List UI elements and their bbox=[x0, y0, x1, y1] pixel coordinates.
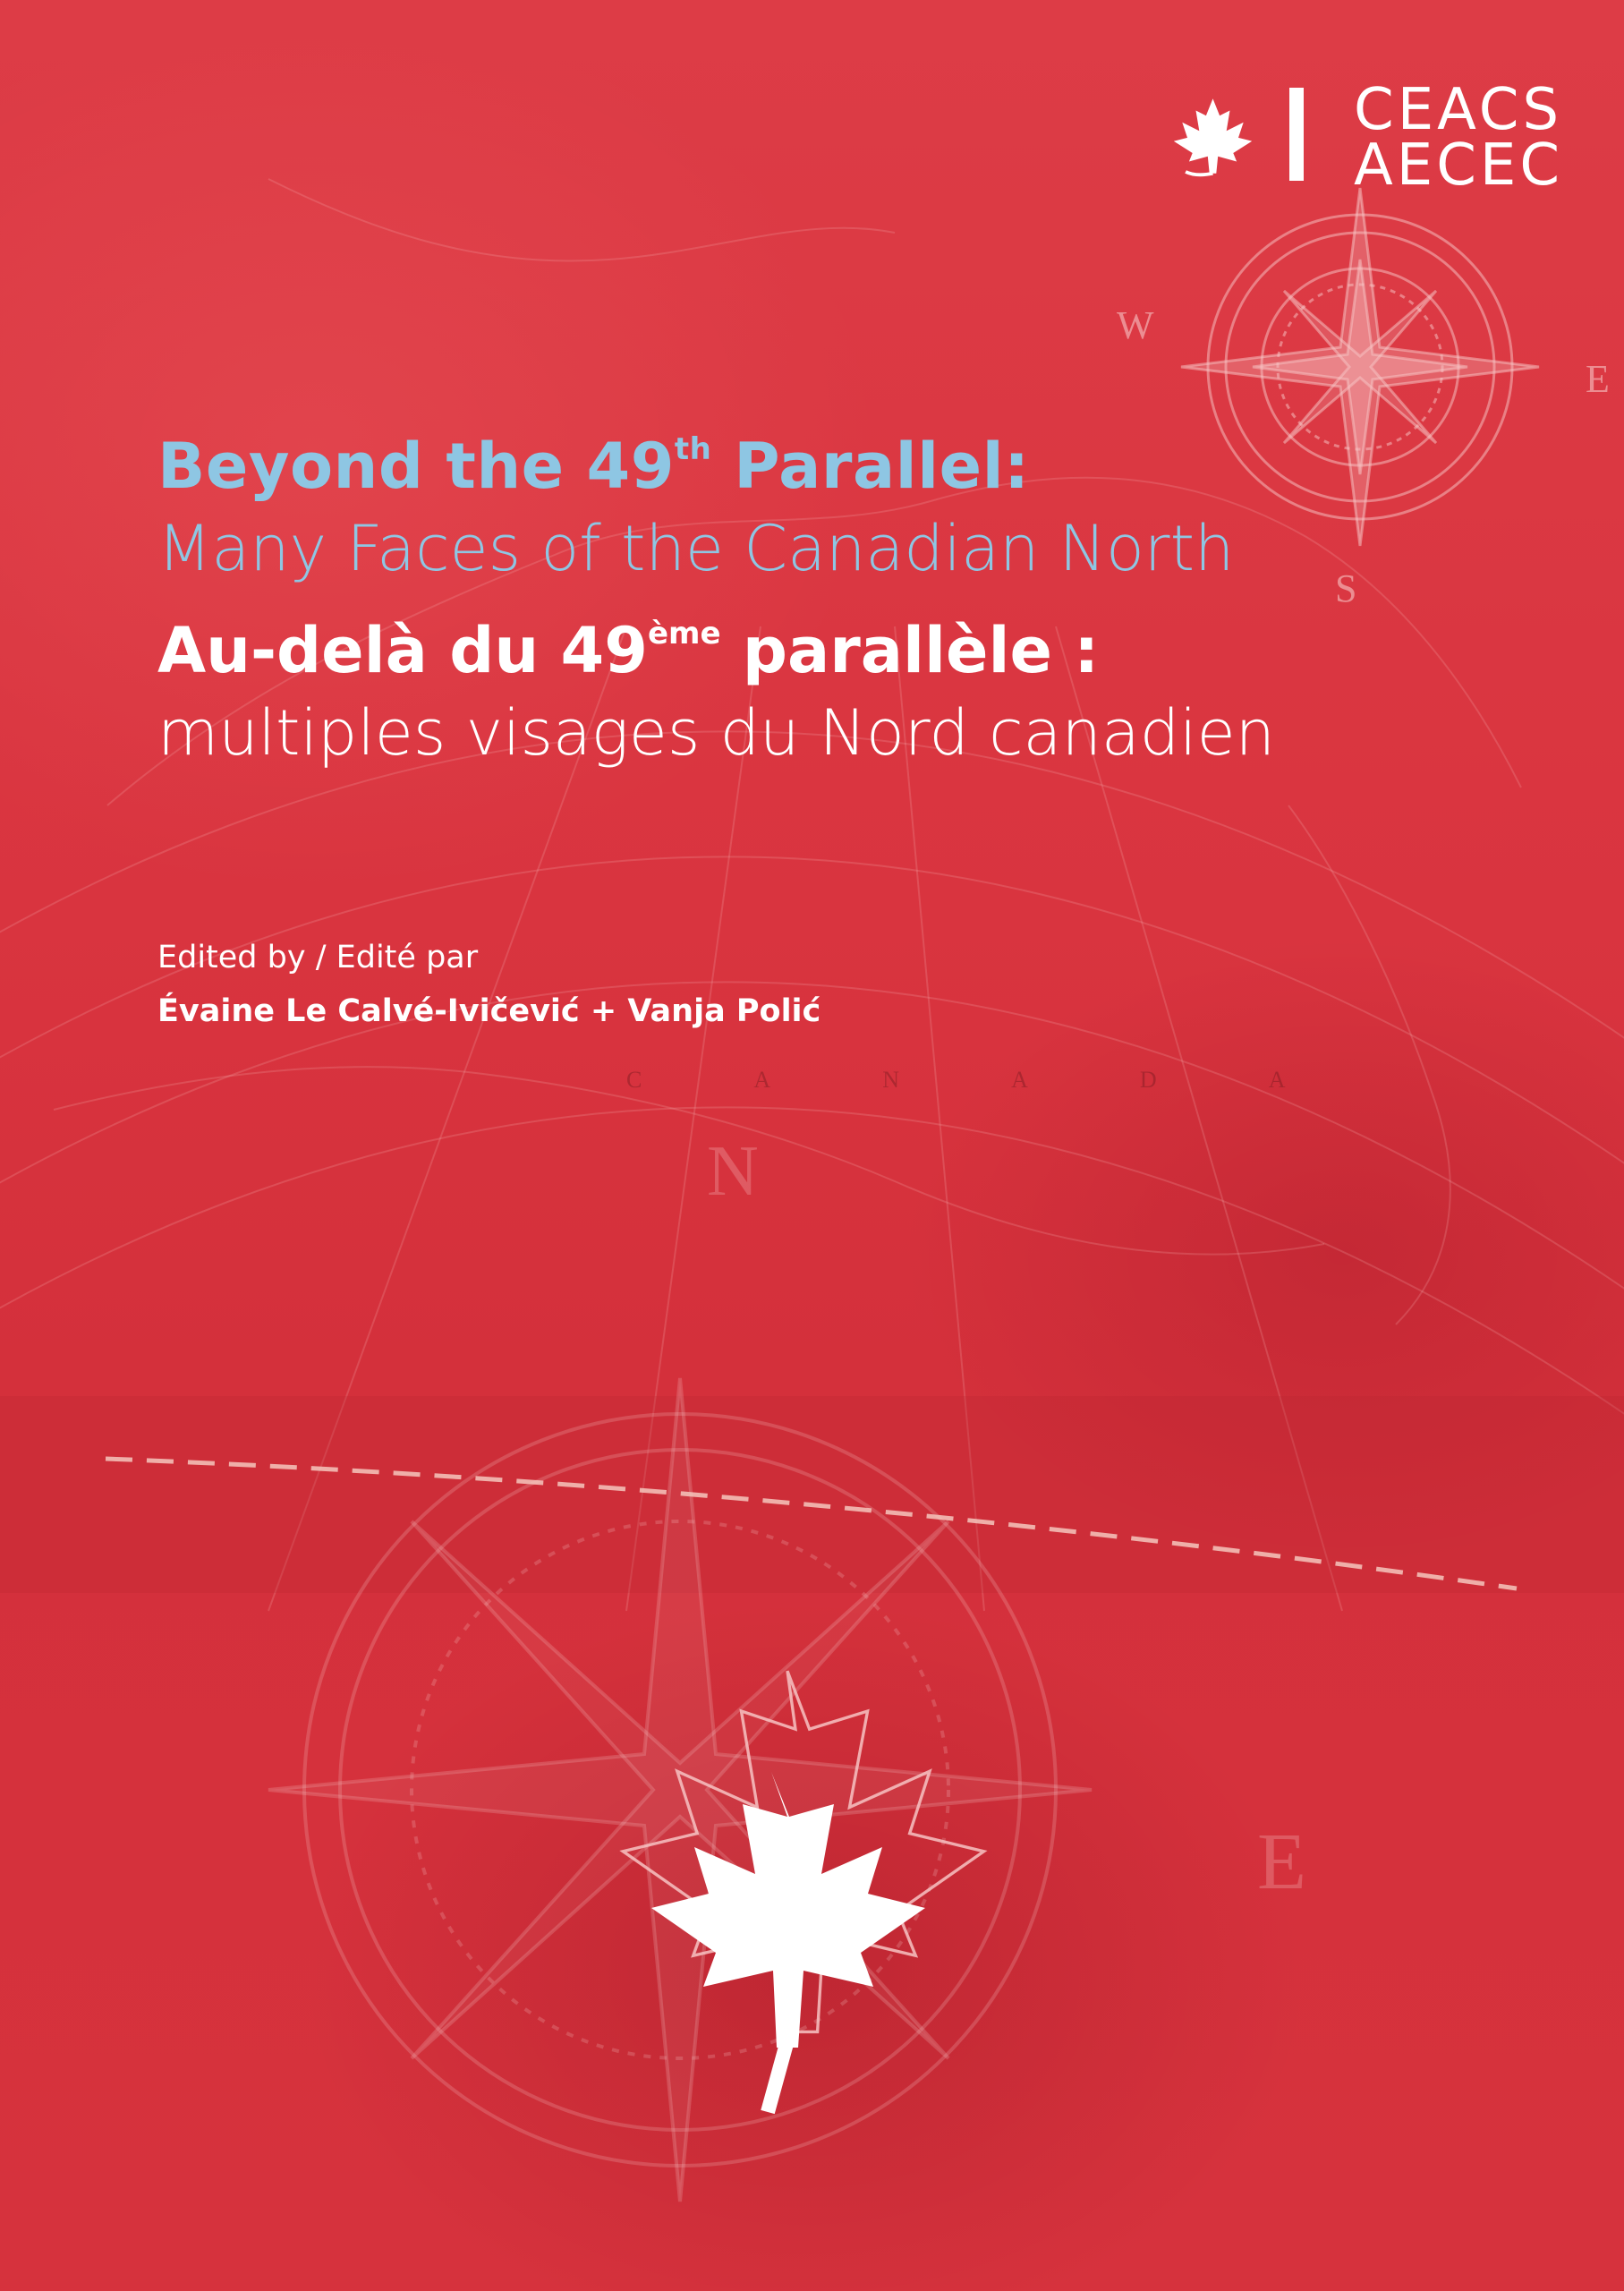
compass-e-label: E bbox=[1586, 357, 1610, 401]
compass-n-label: N bbox=[707, 1132, 759, 1211]
title-block bbox=[157, 425, 1321, 774]
map-canada-label: C A N A D A bbox=[626, 1067, 1339, 1093]
subtitle-fr: multiples visages du Nord canadien bbox=[157, 696, 1276, 770]
publisher-logo bbox=[1170, 77, 1564, 199]
compass-e-bottom-label: E bbox=[1257, 1818, 1306, 1906]
compass-s-label: S bbox=[1335, 566, 1357, 610]
title-en-part2: Parallel: bbox=[711, 430, 1030, 503]
logo-text bbox=[1354, 77, 1564, 199]
maple-leaf-icon bbox=[1170, 91, 1255, 181]
title-en-part1: Beyond the 49 bbox=[157, 430, 675, 503]
maple-leaf-icon bbox=[651, 1772, 925, 2048]
title-fr-part2: parallèle : bbox=[720, 614, 1100, 687]
logo-line-aecec: AECEC bbox=[1354, 132, 1564, 199]
title-en bbox=[157, 425, 1321, 507]
logo-divider bbox=[1289, 88, 1304, 181]
title-en-superscript: th bbox=[674, 431, 712, 467]
editors-names: Évaine Le Calvé-Ivičević + Vanja Polić bbox=[157, 993, 821, 1029]
editors-label: Edited by / Edité par bbox=[157, 940, 479, 975]
maple-leaf-stem bbox=[768, 2040, 787, 2112]
subtitle-en: Many Faces of the Canadian North bbox=[157, 512, 1235, 585]
editors-block bbox=[157, 931, 821, 1038]
maple-leaf-emblem bbox=[573, 1647, 1002, 2219]
title-fr bbox=[157, 609, 1321, 692]
logo-line-ceacs: CEACS bbox=[1354, 77, 1563, 143]
title-fr-superscript: ème bbox=[647, 616, 721, 652]
title-fr-part1: Au-delà du 49 bbox=[157, 614, 648, 687]
compass-w-label: W bbox=[1117, 303, 1154, 347]
